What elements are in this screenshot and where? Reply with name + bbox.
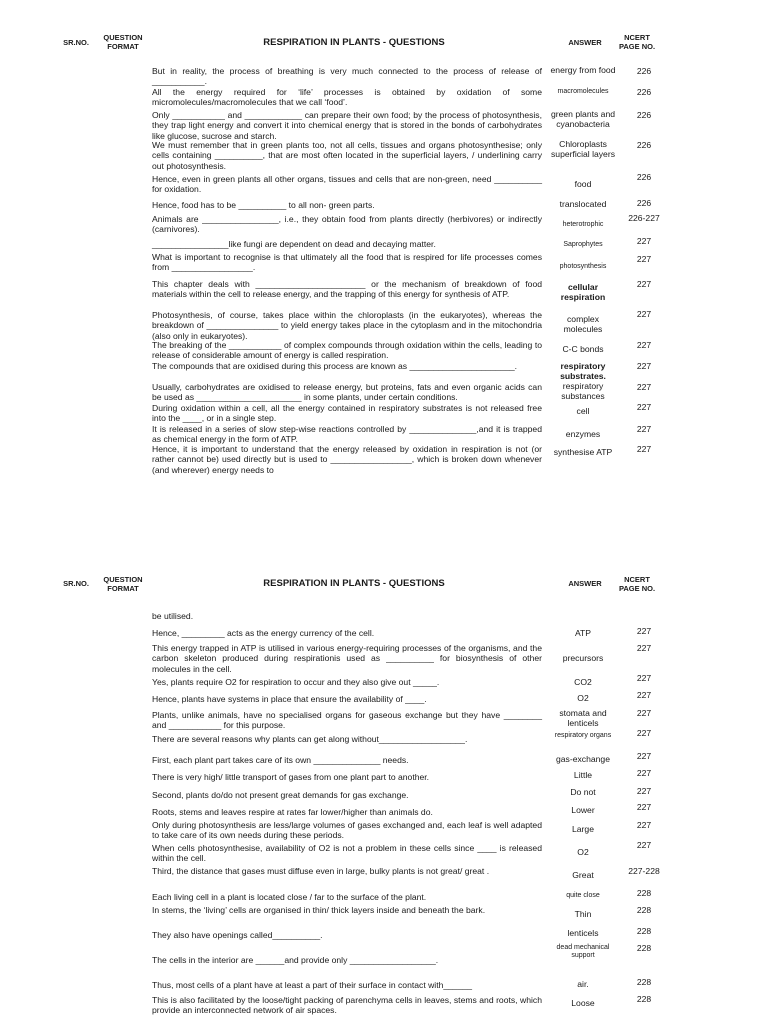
- answer-text: ATP: [574, 628, 592, 638]
- col-header-ncert-page: NCERT PAGE NO.: [618, 575, 656, 593]
- question-text: We must remember that in green plants too, not all cells, tissues and organs photosynthesise; only cells containing __________, that are most often located in the superficial layers, / underlining carry out photosynthesis.: [152, 140, 542, 171]
- question-text: Usually, carbohydrates are oxidised to release energy, but proteins, fats and even organic acids can be used as ______________________ in some plants, under certain conditions.: [152, 382, 542, 403]
- answer-text: C-C bonds: [562, 344, 604, 354]
- question-text: The cells in the interior are ______and provide only __________________.: [152, 955, 439, 965]
- answer-text: Chloroplasts superficial layers: [551, 139, 615, 159]
- answer-text: O2: [577, 847, 589, 857]
- col-header-question-format: QUESTION FORMAT: [103, 33, 143, 51]
- answer-text: Great: [572, 870, 594, 880]
- ncert-page: 228: [636, 888, 652, 898]
- question-text: Animals are ________________, i.e., they obtain food from plants directly (herbivores) or indirectly (carnivores).: [152, 214, 542, 235]
- ncert-page: 226: [636, 172, 652, 182]
- question-text: This energy trapped in ATP is utilised in various energy-requiring processes of the organisms, and the carbon skeleton produced during respirationis used as __________ for biosynthesis of other molecules in the cell.: [152, 643, 542, 674]
- ncert-page: 227: [636, 802, 652, 812]
- ncert-page: 227: [636, 690, 652, 700]
- col-header-answer: ANSWER: [568, 38, 602, 47]
- question-text: This is also facilitated by the loose/tight packing of parenchyma cells in leaves, stems and roots, which provide an interconnected network of air spaces.: [152, 995, 542, 1016]
- question-text: But in reality, the process of breathing is very much connected to the process of release of ___________.: [152, 66, 542, 87]
- answer-text: precursors: [562, 653, 604, 663]
- answer-text: Saprophytes: [563, 241, 603, 248]
- answer-text: green plants and cyanobacteria: [550, 109, 616, 129]
- question-text: Third, the distance that gases must diffuse even in large, bulky plants is not great/ great .: [152, 866, 490, 876]
- ncert-page: 226: [636, 87, 652, 97]
- answer-text: energy from food: [550, 65, 616, 75]
- ncert-page: 227: [636, 626, 652, 636]
- question-text: be utilised.: [152, 611, 194, 621]
- ncert-page: 227: [636, 728, 652, 738]
- ncert-page: 227: [636, 786, 652, 796]
- question-text: Plants, unlike animals, have no specialised organs for gaseous exchange but they have ________ and ___________ for this purpose.: [152, 710, 542, 731]
- question-text: There are several reasons why plants can get along without__________________.: [152, 734, 468, 744]
- answer-text: food: [574, 179, 592, 189]
- ncert-page: 226: [636, 140, 652, 150]
- question-text: There is very high/ little transport of gases from one plant part to another.: [152, 772, 430, 782]
- answer-text: quite close: [566, 892, 600, 899]
- question-text: Photosynthesis, of course, takes place within the chloroplasts (in the eukaryotes), whereas the breakdown of _______________ to yield energy takes place in the cytoplasm and in the mitochondria (also only in eukaryotes).: [152, 310, 542, 341]
- answer-text: respiratory substances: [561, 381, 605, 401]
- question-text: All the energy required for ‘life’ processes is obtained by oxidation of some micromolecules/macromolecules that we call ‘food’.: [152, 87, 542, 108]
- answer-text: dead mechanical support: [556, 944, 610, 960]
- answer-text: cell: [576, 406, 590, 416]
- answer-text: translocated: [559, 199, 607, 209]
- answer-text: air.: [577, 979, 589, 989]
- page-title: RESPIRATION IN PLANTS - QUESTIONS: [263, 578, 445, 589]
- question-text: The compounds that are oxidised during this process are known as ______________________.: [152, 361, 518, 371]
- ncert-page: 228: [636, 994, 652, 1004]
- answer-text: photosynthesis: [559, 263, 607, 270]
- question-text: First, each plant part takes care of its own ______________ needs.: [152, 755, 409, 765]
- answer-text: Loose: [571, 998, 595, 1008]
- question-text: What is important to recognise is that ultimately all the food that is respired for life processes comes from _________________.: [152, 252, 542, 273]
- ncert-page: 227: [636, 751, 652, 761]
- ncert-page: 227: [636, 708, 652, 718]
- ncert-page: 227: [636, 768, 652, 778]
- answer-text: macromolecules: [557, 88, 609, 95]
- ncert-page: 227: [636, 382, 652, 392]
- ncert-page: 227: [636, 673, 652, 683]
- question-text: Only ___________ and ____________ can prepare their own food; by the process of photosynthesis, they trap light energy and convert it into chemical energy that is stored in the bonds of carbohydrates like glucose, sucrose and starch.: [152, 110, 542, 141]
- page-title: RESPIRATION IN PLANTS - QUESTIONS: [263, 37, 445, 48]
- answer-text: Thin: [574, 909, 592, 919]
- ncert-page: 227: [636, 840, 652, 850]
- question-text: This chapter deals with _______________________ or the mechanism of breakdown of food materials within the cell to release energy, and the trapping of this energy for synthesis of ATP.: [152, 279, 542, 300]
- answer-text: gas-exchange: [556, 754, 610, 764]
- answer-text: respiratory substrates.: [560, 361, 606, 381]
- question-text: Only during photosynthesis are less/large volumes of gases exchanged and, each leaf is well adapted to take care of its own needs during these periods.: [152, 820, 542, 841]
- ncert-page: 227: [636, 340, 652, 350]
- answer-text: Large: [572, 824, 594, 834]
- question-text: Yes, plants require O2 for respiration to occur and they also give out _____.: [152, 677, 440, 687]
- question-text: When cells photosynthesise, availability of O2 is not a problem in these cells since ____ is released within the cell.: [152, 843, 542, 864]
- ncert-page: 226: [636, 66, 652, 76]
- question-text: Hence, even in green plants all other organs, tissues and cells that are non-green, need __________ for oxidation.: [152, 174, 542, 195]
- ncert-page: 226: [636, 110, 652, 120]
- question-text: Second, plants do/do not present great demands for gas exchange.: [152, 790, 409, 800]
- col-header-srno: SR.NO.: [63, 579, 89, 588]
- ncert-page: 227: [636, 236, 652, 246]
- col-header-question-format: QUESTION FORMAT: [103, 575, 143, 593]
- question-text: In stems, the ‘living’ cells are organised in thin/ thick layers inside and beneath the bark.: [152, 905, 486, 915]
- question-text: The breaking of the ___________ of complex compounds through oxidation within the cells, leading to release of considerable amount of energy is called respiration.: [152, 340, 542, 361]
- question-text: During oxidation within a cell, all the energy contained in respiratory substrates is not released free into the ____, or in a single step.: [152, 403, 542, 424]
- ncert-page: 228: [636, 943, 652, 953]
- ncert-page: 227-228: [628, 866, 660, 876]
- ncert-page: 227: [636, 643, 652, 653]
- answer-text: synthesise ATP: [553, 447, 613, 457]
- ncert-page: 228: [636, 926, 652, 936]
- answer-text: stomata and lenticels: [559, 708, 607, 728]
- ncert-page: 226-227: [628, 213, 660, 223]
- ncert-page: 227: [636, 254, 652, 264]
- question-text: Hence, _________ acts as the energy currency of the cell.: [152, 628, 375, 638]
- ncert-page: 227: [636, 402, 652, 412]
- ncert-page: 227: [636, 361, 652, 371]
- answer-text: cellular respiration: [560, 282, 606, 302]
- question-text: Hence, it is important to understand that the energy released by oxidation in respiration is not (or rather cannot be) used directly but is used to _________________, which is broken down whenever (and wherever) energy needs to: [152, 444, 542, 475]
- answer-text: complex molecules: [563, 314, 603, 334]
- ncert-page: 227: [636, 820, 652, 830]
- question-text: Thus, most cells of a plant have at least a part of their surface in contact with______: [152, 980, 473, 990]
- answer-text: Lower: [571, 805, 595, 815]
- col-header-srno: SR.NO.: [63, 38, 89, 47]
- question-text: Hence, plants have systems in place that ensure the availability of ____.: [152, 694, 427, 704]
- answer-text: Do not: [570, 787, 596, 797]
- question-text: Each living cell in a plant is located close / far to the surface of the plant.: [152, 892, 427, 902]
- ncert-page: 227: [636, 309, 652, 319]
- question-text: ________________like fungi are dependent on dead and decaying matter.: [152, 239, 436, 249]
- answer-text: lenticels: [567, 928, 599, 938]
- ncert-page: 227: [636, 279, 652, 289]
- question-text: Hence, food has to be __________ to all non- green parts.: [152, 200, 375, 210]
- answer-text: O2: [577, 693, 589, 703]
- question-text: They also have openings called__________.: [152, 930, 323, 940]
- ncert-page: 227: [636, 424, 652, 434]
- answer-text: heterotrophic: [562, 221, 604, 228]
- question-text: It is released in a series of slow step-wise reactions controlled by ______________,and it is trapped as chemical energy in the form of ATP.: [152, 424, 542, 445]
- ncert-page: 227: [636, 444, 652, 454]
- ncert-page: 226: [636, 198, 652, 208]
- answer-text: CO2: [574, 677, 592, 687]
- answer-text: Little: [573, 770, 593, 780]
- col-header-answer: ANSWER: [568, 579, 602, 588]
- ncert-page: 228: [636, 905, 652, 915]
- question-text: Roots, stems and leaves respire at rates far lower/higher than animals do.: [152, 807, 433, 817]
- answer-text: respiratory organs: [554, 732, 612, 739]
- ncert-page: 228: [636, 977, 652, 987]
- col-header-ncert-page: NCERT PAGE NO.: [618, 33, 656, 51]
- answer-text: enzymes: [565, 429, 601, 439]
